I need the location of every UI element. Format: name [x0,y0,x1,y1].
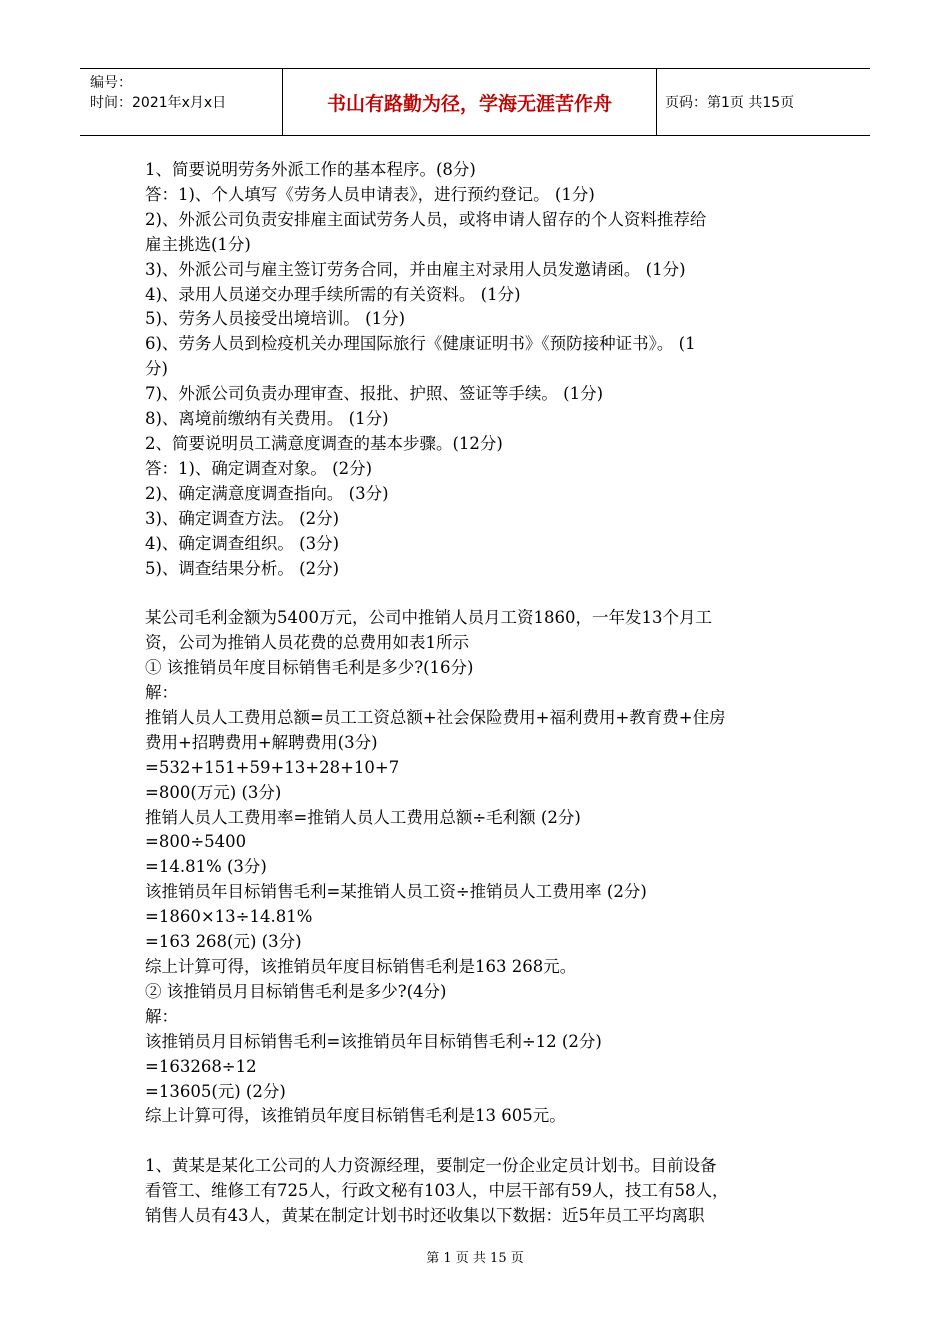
text-line: 3)、确定调查方法。 (2分) [145,508,340,528]
text-line: 2)、确定满意度调查指向。 (3分) [145,483,389,503]
text-line: 综上计算可得，该推销员年度目标销售毛利是163 268元。 [145,956,577,976]
text-line: 2)、外派公司负责安排雇主面试劳务人员，或将申请人留存的个人资料推荐给 [145,209,707,229]
text-line: 雇主挑选(1分) [145,234,251,254]
text-line: =163268÷12 [145,1056,257,1076]
document-number: 编号： [90,75,132,91]
text-line: 5)、调查结果分析。 (2分) [145,558,340,578]
text-line: 4)、录用人员递交办理手续所需的有关资料。 (1分) [145,284,521,304]
page-footer: 第 1 页 共 15 页 [426,1251,524,1266]
text-line: 答：1)、确定调查对象。 (2分) [145,458,373,478]
text-line: 2、简要说明员工满意度调查的基本步骤。(12分) [145,433,503,453]
text-line: 分) [145,359,168,379]
header-motto: 书山有路勤为径，学海无涯苦作舟 [283,69,657,135]
text-line: 解： [145,1006,178,1026]
text-line: =13605(元) (2分) [145,1081,286,1101]
document-body [145,158,815,1229]
text-line: 5)、劳务人员接受出境培训。 (1分) [145,309,406,329]
text-line: =532+151+59+13+28+10+7 [145,757,400,777]
text-line: 该推销员月目标销售毛利=该推销员年目标销售毛利÷12 (2分) [145,1031,602,1051]
text-line: 推销人员人工费用总额=员工工资总额+社会保险费用+福利费用+教育费+住房 [145,707,726,727]
document-time: 时间：2021年x月x日 [90,95,227,111]
text-line: 8)、离境前缴纳有关费用。 (1分) [145,409,389,429]
text-line: 看管工、维修工有725人，行政文秘有103人，中层干部有59人，技工有58人， [145,1181,729,1201]
text-line: 解： [145,683,178,703]
text-line: ① 该推销员年度目标销售毛利是多少?(16分) [145,658,474,678]
paragraph-gap [145,1129,815,1154]
text-line: 1、黄某是某化工公司的人力资源经理，要制定一份企业定员计划书。目前设备 [145,1156,717,1176]
text-line: 答：1)、个人填写《劳务人员申请表》，进行预约登记。 (1分) [145,184,595,204]
paragraph-gap [145,581,815,606]
text-line: =800÷5400 [145,832,247,852]
text-line: 6)、劳务人员到检疫机关办理国际旅行《健康证明书》《预防接种证书》。 (1 [145,334,696,354]
text-line: =163 268(元) (3分) [145,932,302,952]
text-line: 推销人员人工费用率=推销人员人工费用总额÷毛利额 (2分) [145,807,581,827]
text-line: 销售人员有43人，黄某在制定计划书时还收集以下数据：近5年员工平均离职 [145,1206,705,1226]
header-meta [80,69,283,135]
page-header [80,68,870,136]
text-line: 4)、确定调查组织。 (3分) [145,533,340,553]
text-line: 1、简要说明劳务外派工作的基本程序。(8分) [145,160,476,179]
text-line: 该推销员年目标销售毛利=某推销人员工资÷推销员人工费用率 (2分) [145,882,647,902]
text-line: 费用+招聘费用+解聘费用(3分) [145,732,378,752]
text-line: ② 该推销员月目标销售毛利是多少?(4分) [145,981,447,1001]
text-line: 综上计算可得，该推销员年度目标销售毛利是13 605元。 [145,1106,566,1126]
text-line: 资，公司为推销人员花费的总费用如表1所示 [145,633,469,653]
text-line: 7)、外派公司负责办理审查、报批、护照、签证等手续。 (1分) [145,384,604,404]
text-line: 3)、外派公司与雇主签订劳务合同，并由雇主对录用人员发邀请函。 (1分) [145,259,686,279]
text-line: =800(万元) (3分) [145,782,282,802]
text-line: =14.81% (3分) [145,857,267,877]
text-line: =1860×13÷14.81% [145,907,313,927]
text-line: 某公司毛利金额为5400万元，公司中推销人员月工资1860，一年发13个月工 [145,608,712,628]
header-page-info: 页码：第1页 共15页 [665,95,795,111]
